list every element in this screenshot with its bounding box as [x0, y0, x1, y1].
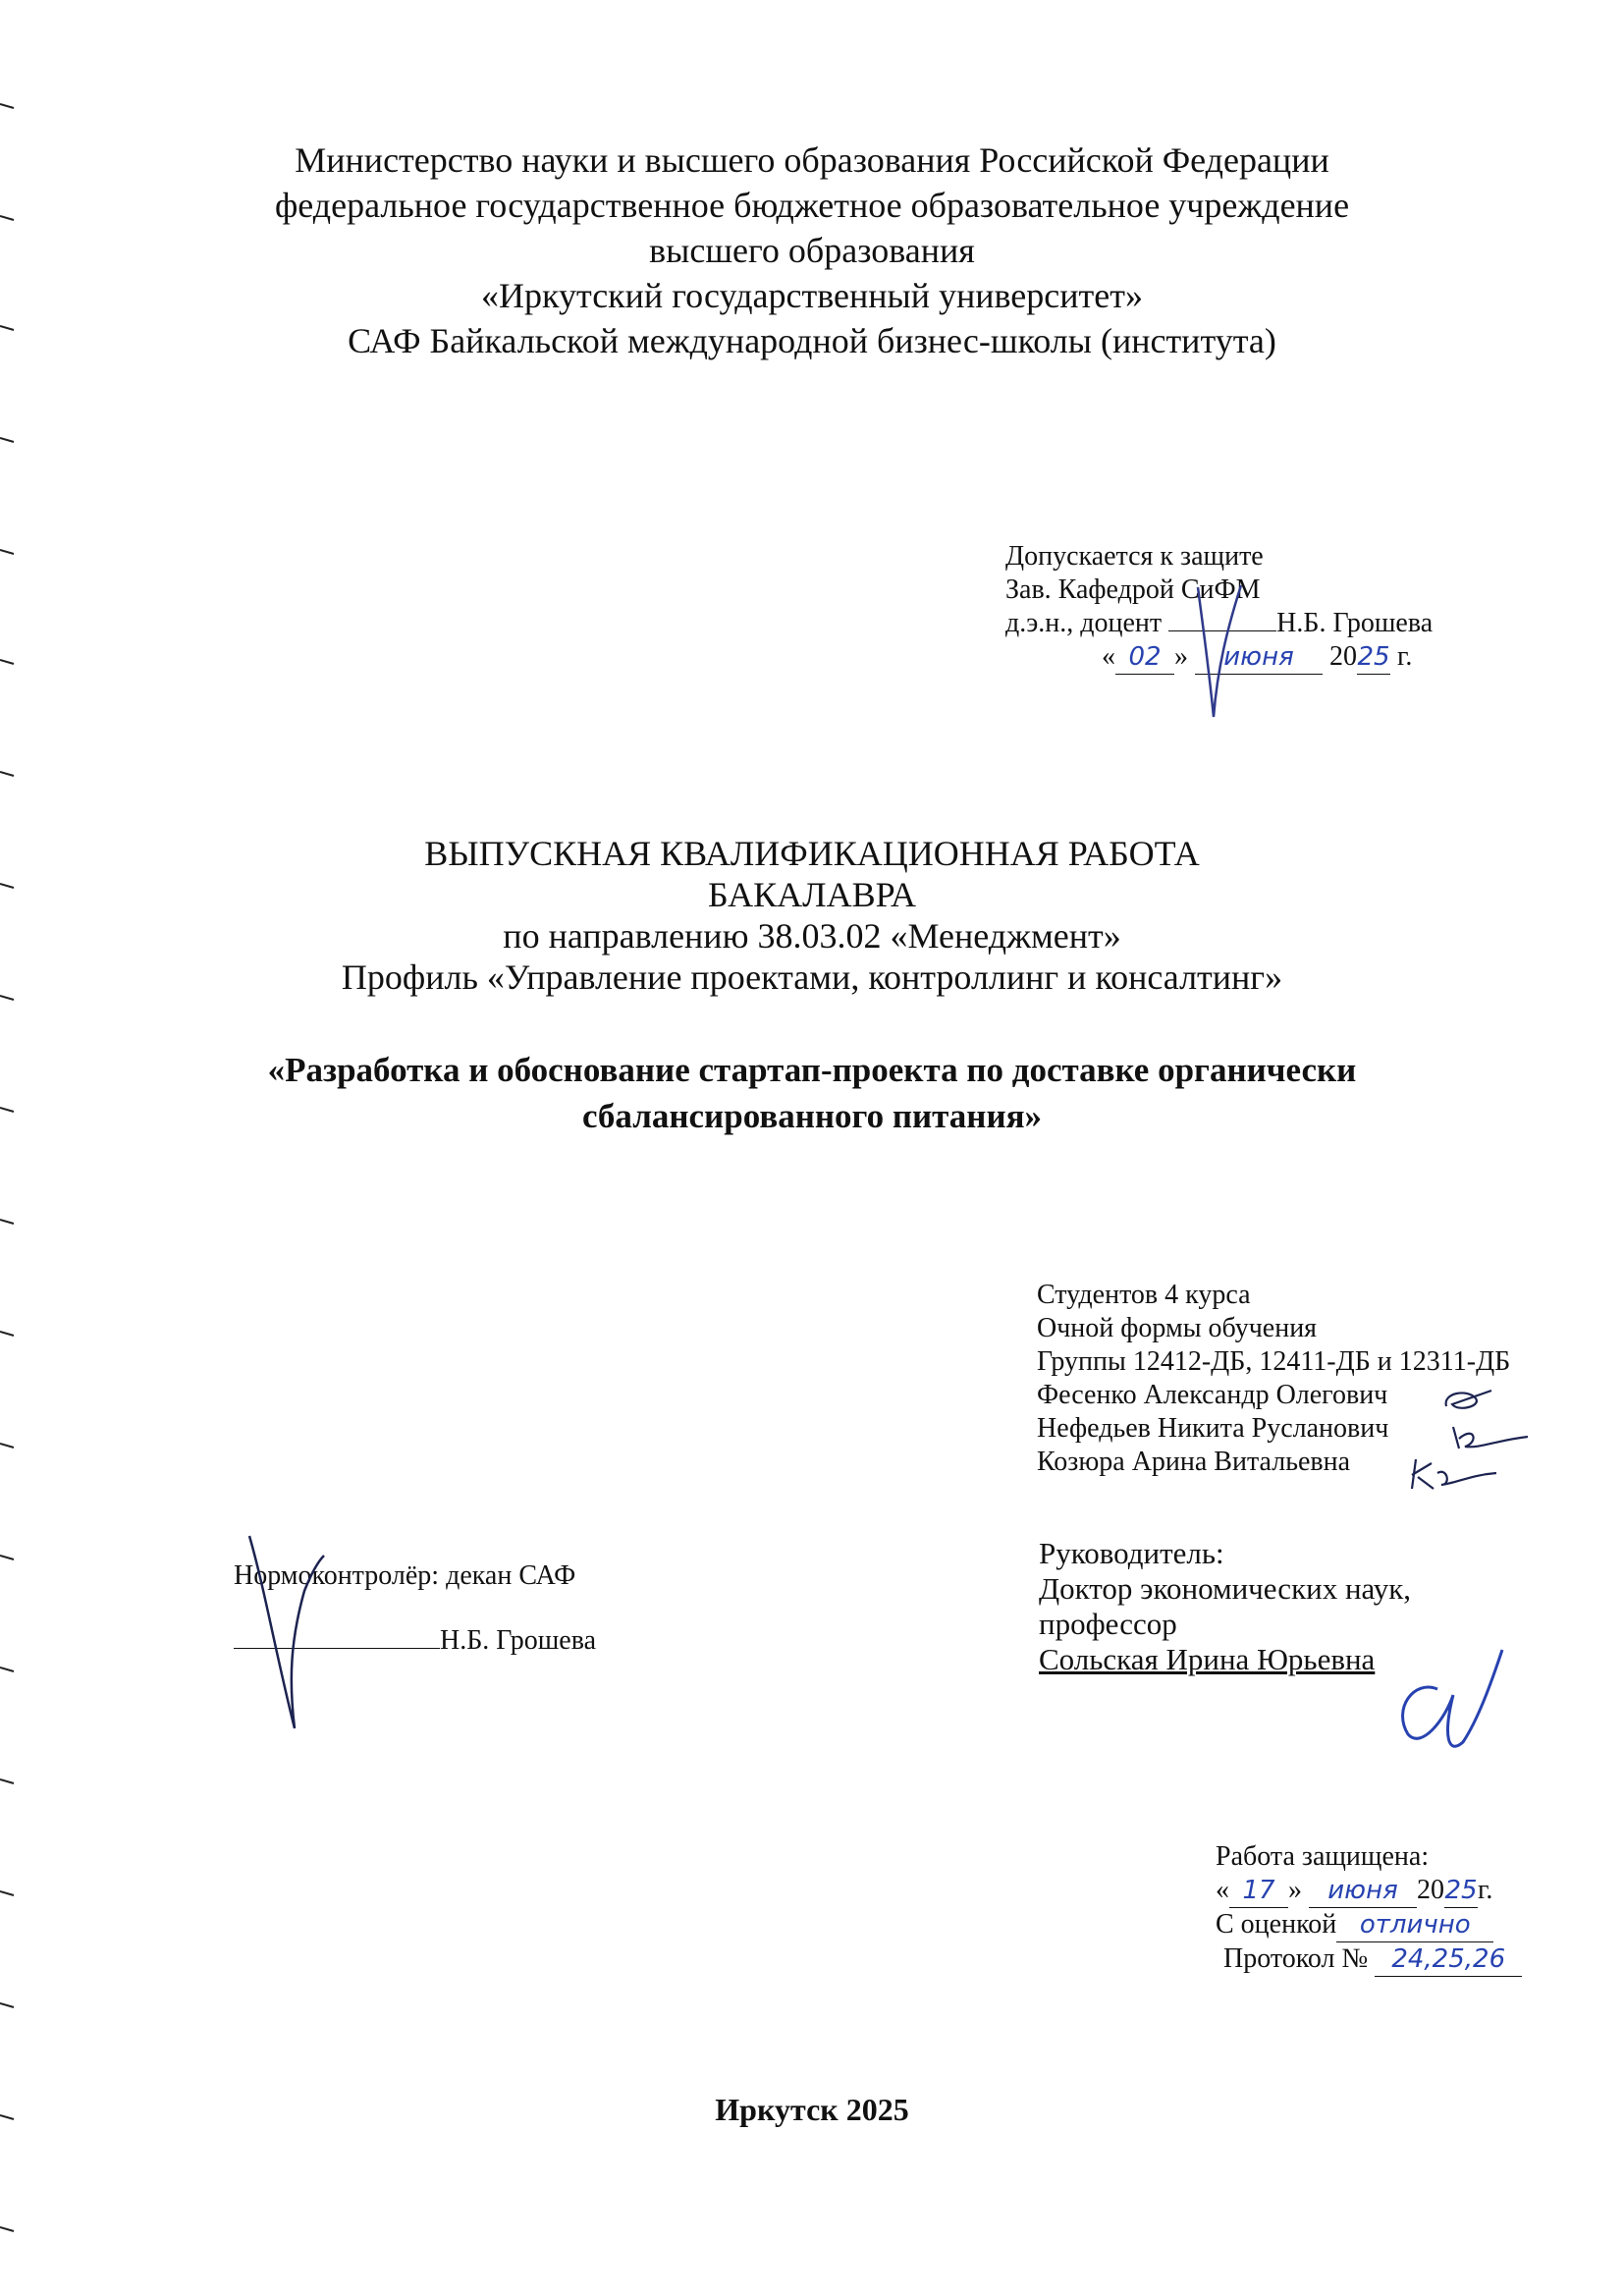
degree-level: БАКАЛАВРА — [707, 875, 917, 914]
education-level-line: высшего образования — [649, 231, 975, 270]
supervisor-name: Сольская Ирина Юрьевна — [1039, 1642, 1376, 1676]
supervisor-signature — [1384, 1640, 1522, 1768]
work-type: ВЫПУСКНАЯ КВАЛИФИКАЦИОННАЯ РАБОТА — [424, 834, 1200, 873]
protocol-label: Протокол № — [1223, 1943, 1369, 1974]
defense-year-suffix: 25 — [1444, 1874, 1478, 1908]
work-title-block — [0, 833, 1624, 998]
approval-month: июня — [1195, 640, 1323, 675]
approver-signature — [1159, 579, 1267, 727]
student-signature-2 — [1445, 1419, 1534, 1458]
defense-date-close-quote: » — [1288, 1875, 1302, 1905]
study-form: Очной формы обучения — [1037, 1313, 1318, 1343]
supervisor-degree: Доктор экономических наук, — [1039, 1571, 1412, 1606]
student-name-1: Фесенко Александр Олегович — [1037, 1380, 1388, 1410]
defense-day: 17 — [1229, 1874, 1288, 1908]
city-year: Иркутск 2025 — [715, 2092, 909, 2127]
grade-label: С оценкой — [1216, 1909, 1337, 1940]
approval-year-suffix: 25 — [1357, 640, 1390, 675]
thesis-topic — [0, 1047, 1624, 1139]
approval-day: 02 — [1115, 640, 1174, 675]
protocol-value: 24,25,26 — [1375, 1942, 1522, 1977]
defense-date-open-quote: « — [1216, 1875, 1229, 1905]
defense-month: июня — [1309, 1874, 1417, 1908]
normocontrol-name: Н.Б. Грошева — [440, 1625, 596, 1656]
defended-label: Работа защищена: — [1216, 1841, 1430, 1872]
approval-year-prefix: 20 — [1329, 641, 1357, 672]
student-signature-3 — [1402, 1453, 1500, 1495]
grade-value: отлично — [1336, 1908, 1493, 1942]
date-open-quote: « — [1102, 641, 1115, 672]
institution-header — [0, 137, 1624, 363]
topic-line-2: сбалансированного питания» — [581, 1097, 1043, 1135]
ministry-line: Министерство науки и высшего образования Российской Федерации — [295, 140, 1329, 180]
department-head-label: Зав. Кафедрой СиФМ — [1005, 574, 1261, 605]
study-profile: Профиль «Управление проектами, контроллинг и консалтинг» — [341, 957, 1283, 997]
approval-year-unit: г. — [1397, 641, 1413, 672]
school-name: САФ Байкальской международной бизнес-школы (института) — [348, 321, 1276, 360]
student-name-3: Козюра Арина Витальевна — [1037, 1447, 1351, 1477]
topic-line-1: «Разработка и обоснование стартап-проекта по доставке органически — [267, 1051, 1357, 1089]
study-direction: по направлению 38.03.02 «Менеджмент» — [503, 916, 1121, 956]
approval-label: Допускается к защите — [1005, 541, 1264, 572]
date-close-quote: » — [1174, 641, 1188, 672]
approver-name: Н.Б. Грошева — [1276, 608, 1434, 638]
protocol-row — [1216, 1942, 1522, 1977]
defense-result-block — [1216, 1840, 1522, 1977]
supervisor-title: профессор — [1039, 1607, 1177, 1641]
student-name-2: Нефедьев Никита Русланович — [1037, 1413, 1389, 1444]
students-course: Студентов 4 курса — [1037, 1280, 1251, 1310]
supervisor-label: Руководитель: — [1039, 1536, 1224, 1570]
grade-row — [1216, 1908, 1522, 1942]
normocontrol-label: Нормоконтролёр: декан САФ — [234, 1560, 576, 1591]
normocontrol-signature — [236, 1532, 353, 1748]
institution-type-line: федеральное государственное бюджетное образовательное учреждение — [274, 186, 1350, 225]
approver-title: д.э.н., доцент — [1005, 608, 1163, 638]
students-block — [1037, 1279, 1510, 1479]
student-signature-1 — [1438, 1383, 1497, 1418]
defense-year-prefix: 20 — [1417, 1875, 1444, 1905]
student-groups: Группы 12412-ДБ, 12411-ДБ и 12311-ДБ — [1037, 1346, 1511, 1377]
defense-year-unit: г. — [1478, 1875, 1493, 1905]
university-name: «Иркутский государственный университет» — [481, 276, 1143, 315]
defense-date — [1216, 1874, 1522, 1908]
supervisor-block — [1039, 1536, 1411, 1677]
